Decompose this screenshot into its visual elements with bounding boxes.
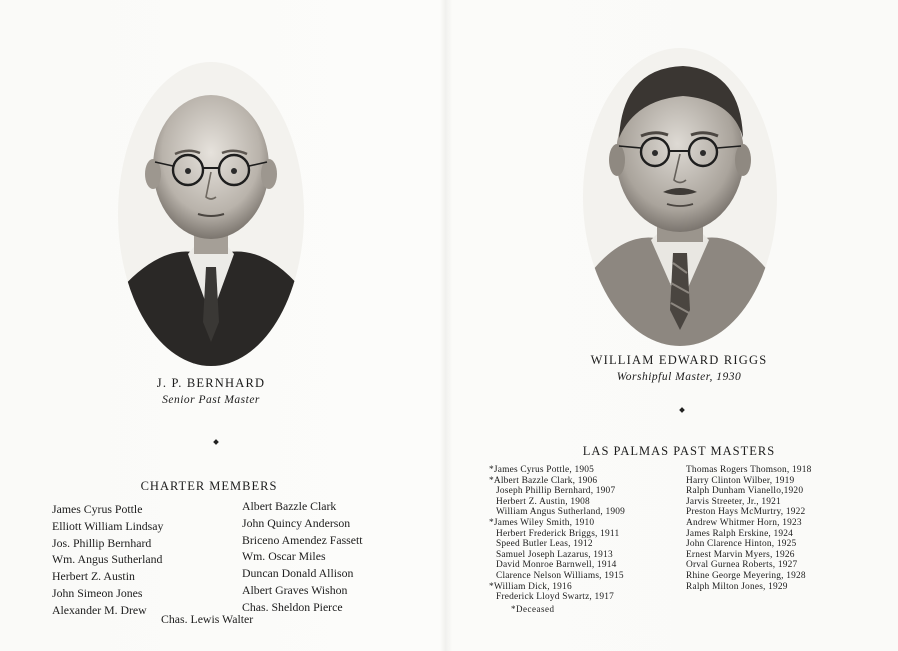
ornament-mark bbox=[213, 439, 219, 445]
past-masters-left-column bbox=[489, 465, 625, 603]
past-master-entry: John Clarence Hinton, 1925 bbox=[686, 539, 797, 550]
past-master-entry: Preston Hays McMurtry, 1922 bbox=[686, 507, 806, 518]
past-master-entry: Herbert Z. Austin, 1908 bbox=[496, 496, 590, 507]
past-master-entry: Ralph Milton Jones, 1929 bbox=[686, 581, 788, 592]
past-master-entry: Samuel Joseph Lazarus, 1913 bbox=[496, 549, 613, 560]
portrait-photo-bernhard bbox=[118, 62, 304, 366]
past-master-entry: Rhine George Meyering, 1928 bbox=[686, 570, 806, 581]
past-master-entry: Clarence Nelson Williams, 1915 bbox=[496, 570, 624, 581]
left-portrait-name: J. P. BERNHARD bbox=[156, 376, 266, 390]
past-master-entry: Speed Butler Leas, 1912 bbox=[496, 539, 593, 550]
past-master-entry: *James Cyrus Pottle, 1905 bbox=[489, 465, 594, 475]
past-master-entry: Orval Gurnea Roberts, 1927 bbox=[686, 560, 798, 571]
charter-member: Herbert Z. Austin bbox=[52, 569, 135, 584]
past-master-entry: Ralph Dunham Vianello,1920 bbox=[686, 486, 804, 497]
charter-member: Albert Bazzle Clark bbox=[242, 499, 337, 513]
past-master-entry: Harry Clinton Wilber, 1919 bbox=[686, 475, 795, 486]
past-master-entry: Joseph Phillip Bernhard, 1907 bbox=[496, 486, 616, 497]
right-portrait-name: WILLIAM EDWARD RIGGS bbox=[590, 353, 768, 367]
ornament-mark bbox=[679, 407, 685, 413]
charter-members-heading: CHARTER MEMBERS bbox=[140, 479, 278, 493]
past-master-entry: Andrew Whitmer Horn, 1923 bbox=[686, 517, 802, 528]
past-masters-right-column bbox=[686, 465, 812, 592]
past-master-entry: David Monroe Barnwell, 1914 bbox=[496, 560, 617, 571]
charter-member: Alexander M. Drew bbox=[52, 602, 147, 617]
charter-member: Chas. Sheldon Pierce bbox=[242, 599, 343, 614]
charter-members-left-column bbox=[52, 501, 163, 619]
charter-member: John Simeon Jones bbox=[52, 585, 143, 600]
past-master-entry: Thomas Rogers Thomson, 1918 bbox=[686, 465, 812, 475]
charter-member: John Quincy Anderson bbox=[242, 515, 351, 530]
charter-member: Duncan Donald Allison bbox=[242, 566, 354, 581]
past-master-entry: *Albert Bazzle Clark, 1906 bbox=[489, 475, 598, 486]
past-master-entry: Herbert Frederick Briggs, 1911 bbox=[496, 528, 620, 539]
left-portrait-caption bbox=[111, 376, 311, 406]
past-master-entry: *James Wiley Smith, 1910 bbox=[489, 517, 595, 528]
past-master-entry: Frederick Lloyd Swartz, 1917 bbox=[496, 592, 615, 603]
past-master-entry: William Angus Sutherland, 1909 bbox=[496, 507, 626, 518]
charter-member: Albert Graves Wishon bbox=[242, 582, 348, 597]
right-portrait-caption bbox=[579, 353, 779, 383]
charter-member-last: Chas. Lewis Walter bbox=[161, 612, 254, 626]
charter-member: Wm. Angus Sutherland bbox=[52, 552, 163, 567]
charter-member: Briceno Amendez Fassett bbox=[242, 532, 363, 547]
past-masters-heading: LAS PALMAS PAST MASTERS bbox=[582, 444, 776, 458]
portrait-photo-riggs bbox=[583, 48, 777, 346]
charter-member: James Cyrus Pottle bbox=[52, 502, 143, 516]
past-master-entry: Ernest Marvin Myers, 1926 bbox=[686, 549, 795, 560]
right-portrait-title: Worshipful Master, 1930 bbox=[616, 371, 742, 383]
charter-member: Jos. Phillip Bernhard bbox=[52, 535, 152, 550]
charter-member: Wm. Oscar Miles bbox=[242, 549, 326, 564]
past-master-entry: Jarvis Streeter, Jr., 1921 bbox=[686, 496, 781, 507]
deceased-footnote: *Deceased bbox=[511, 604, 555, 614]
past-master-entry: *William Dick, 1916 bbox=[489, 581, 572, 592]
charter-member: Elliott William Lindsay bbox=[52, 518, 164, 533]
left-portrait-title: Senior Past Master bbox=[162, 394, 260, 406]
charter-members-right-column bbox=[242, 498, 363, 616]
past-master-entry: James Ralph Erskine, 1924 bbox=[686, 528, 794, 539]
